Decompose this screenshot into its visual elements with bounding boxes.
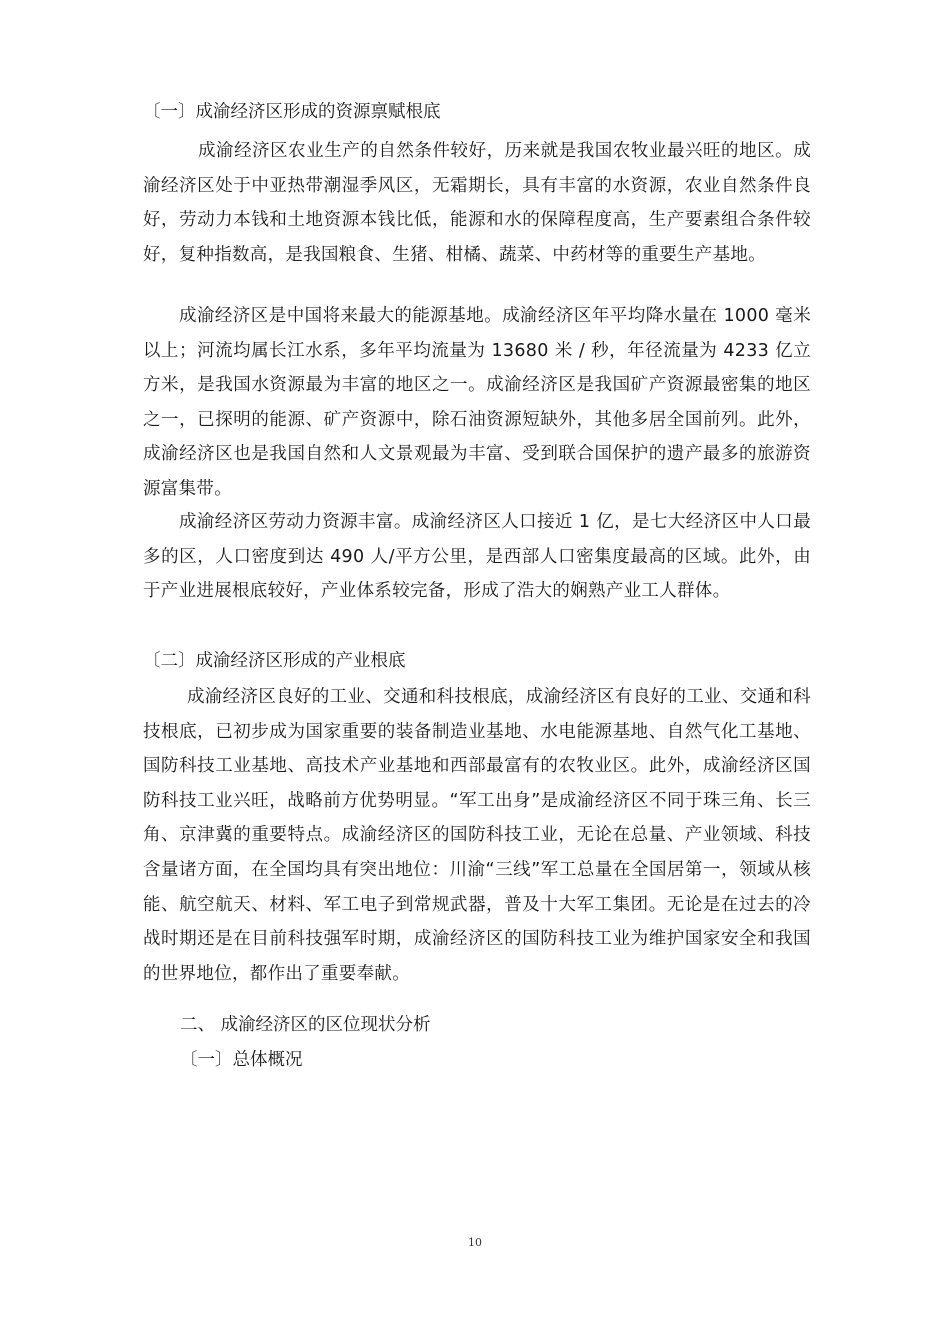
chapter-heading: 二、 成渝经济区的区位现状分析 — [180, 1015, 431, 1035]
section-2-paragraph-1: 成渝经济区良好的工业、交通和科技根底，成渝经济区有良好的工业、交通和科技根底，已初步成为国家重要的装备制造业基地、水电能源基地、自然气化工基地、国防科技工业基地、高技术产业基地和西部最富有的农牧业区。此外，成渝经济区国防科技工业兴旺，战略前方优势明显。“军工出身”是成渝经济区不同于珠三角、长三角、京津冀的重要特点。成渝经济区的国防科技工业，无论在总量、产业领域、科技含量诸方面，在全国均具有突出地位：川渝“三线”军工总量在全国居第一，领域从核能、航空航天、材料、军工电子到常规武器，普及十大军工集团。无论是在过去的冷战时期还是在目前科技强军时期，成渝经济区的国防科技工业为维护国家安全和我国的世界地位，都作出了重要奉献。 — [143, 687, 811, 984]
section-1-heading: 〔一〕成渝经济区形成的资源禀赋根底 — [143, 102, 441, 122]
section-1-paragraph-1: 成渝经济区农业生产的自然条件较好，历来就是我国农牧业最兴旺的地区。成渝经济区处于中亚热带潮湿季风区，无霜期长，具有丰富的水资源，农业自然条件良好，劳动力本钱和土地资源本钱比低，能源和水的保障程度高，生产要素组合条件较好，复种指数高，是我国粮食、生猪、柑橘、蔬菜、中药材等的重要生产基地。 — [143, 141, 811, 265]
section-2-heading: 〔二〕成渝经济区形成的产业根底 — [143, 651, 406, 671]
section-1-paragraph-3: 成渝经济区劳动力资源丰富。成渝经济区人口接近 1 亿，是七大经济区中人口最多的区，人口密度到达 490 人/平方公里，是西部人口密集度最高的区域。此外，由于产业进展根底较好，产业体系较完备，形成了浩大的娴熟产业工人群体。 — [143, 512, 811, 602]
page-number: 10 — [468, 1236, 482, 1249]
section-1-paragraph-2: 成渝经济区是中国将来最大的能源基地。成渝经济区年平均降水量在 1000 毫米以上；河流均属长江水系，多年平均流量为 13680 米 / 秒，年径流量为 4233 亿立方米，是我国水资源最为丰富的地区之一。成渝经济区是我国矿产资源最密集的地区之一，已探明的能源、矿产资源中，除石油资源短缺外，其他多居全国前列。此外，成渝经济区也是我国自然和人文景观最为丰富、受到联合国保护的遗产最多的旅游资源富集带。 — [143, 306, 811, 499]
subsection-heading: 〔一〕总体概况 — [180, 1050, 303, 1070]
